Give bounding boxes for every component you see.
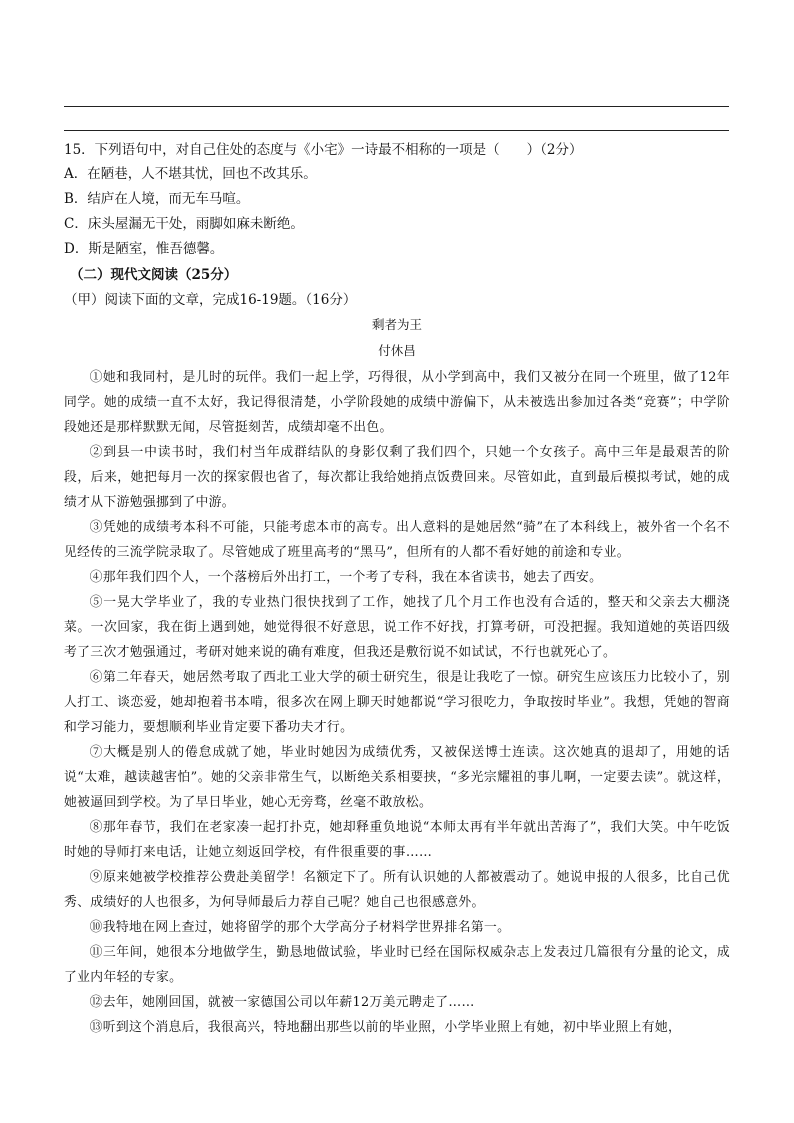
paragraph-10: ⑩我特地在网上查过，她将留学的那个大学高分子材料学世界排名第一。 (89, 920, 511, 935)
reading-instruction: （甲）阅读下面的文章，完成16-19题。（16分） (64, 292, 357, 308)
option-d: D．斯是陋室，惟吾德馨。 (64, 241, 224, 257)
paragraph-7: ⑦大概是别人的倦怠成就了她，毕业时她因为成绩优秀，又被保送博士连读。这次她真的退却了，用她的话说“太难，越读越害怕”。她的父亲非常生气，以断绝关系相要挟，“多光宗耀祖的事儿啊，一定要去读”。就这样，她被逼回到学校。为了早日毕业，她心无旁骛，丝毫不敢放松。 (64, 745, 730, 810)
paragraph-3: ③凭她的成绩考本科不可能，只能考虑本市的高专。出人意料的是她居然“骑”在了本科线上，被外省一个名不见经传的三流学院录取了。尽管她成了班里高考的“黑马”，但所有的人都不看好她的前途和专业。 (64, 520, 730, 560)
paragraph-11: ⑪三年间，她很本分地做学生，勤恳地做试验，毕业时已经在国际权威杂志上发表过几篇很有分量的论文，成了业内年轻的专家。 (64, 945, 730, 985)
answer-line-2 (64, 130, 729, 131)
paragraph-6: ⑥第二年春天，她居然考取了西北工业大学的硕士研究生，很是让我吃了一惊。研究生应该压力比较小了，别人打工、谈恋爱，她却抱着书本啃，很多次在网上聊天时她都说“学习很吃力，争取按时毕业”。我想，凭她的智商和学习能力，要想顺利毕业肯定要下番功夫才行。 (64, 670, 730, 735)
option-c: C．床头屋漏无干处，雨脚如麻未断绝。 (64, 216, 304, 232)
paragraph-4: ④那年我们四个人，一个落榜后外出打工，一个考了专科，我在本省读书，她去了西安。 (89, 570, 603, 585)
paragraph-12: ⑫去年，她刚回国，就被一家德国公司以年薪12万美元聘走了…… (89, 995, 475, 1010)
paragraph-5: ⑤一晃大学毕业了，我的专业热门很快找到了工作，她找了几个月工作也没有合适的，整天和父亲去大棚浇菜。一次回家，我在街上遇到她，她觉得很不好意思，说工作不好找，打算考研，可没把握。我知道她的英语四级考了三次才勉强通过，考研对她来说的确有难度，但我还是敷衍说不如试试，不行也就死心了。 (64, 595, 730, 660)
paragraph-9: ⑨原来她被学校推荐公费赴美留学！名额定下了。所有认识她的人都被震动了。她说申报的人很多，比自己优秀、成绩好的人也很多，为何导师最后力荐自己呢？她自己也很感意外。 (64, 870, 730, 910)
article-author: 付休昌 (378, 343, 416, 358)
article-body (64, 365, 730, 1040)
paragraph-8: ⑧那年春节，我们在老家凑一起打扑克，她却释重负地说“本师太再有半年就出苦海了”，我们大笑。中午吃饭时她的导师打来电话，让她立刻返回学校，有件很重要的事…… (64, 820, 730, 860)
paragraph-2: ②到县一中读书时，我们村当年成群结队的身影仅剩了我们四个，只她一个女孩子。高中三年是最艰苦的阶段，后来，她把每月一次的探家假也省了，每次都让我给她捎点饭费回来。尽管如此，直到最后模拟考试，她的成绩才从下游勉强挪到了中游。 (64, 445, 730, 510)
article-title: 剩者为王 (371, 317, 422, 332)
paragraph-1: ①她和我同村，是儿时的玩伴。我们一起上学，巧得很，从小学到高中，我们又被分在同一个班里，做了12年同学。她的成绩一直不太好，我记得很清楚，小学阶段她的成绩中游偏下，从未被选出参加过各类“竞赛”；中学阶段她还是那样默默无闻，尽管挺刻苦，成绩却毫不出色。 (64, 370, 730, 435)
paragraph-13: ⑬听到这个消息后，我很高兴，特地翻出那些以前的毕业照，小学毕业照上有她，初中毕业照上有她， (89, 1020, 682, 1035)
option-a: A．在陋巷，人不堪其忧，回也不改其乐。 (64, 166, 317, 182)
answer-line-1 (64, 106, 729, 107)
option-b: B．结庐在人境，而无车马喧。 (64, 191, 250, 207)
question-15-title: 15．下列语句中，对自己住处的态度与《小宅》一诗最不相称的一项是（ ）（2分） (64, 142, 583, 158)
section-heading: （二）现代文阅读（25分） (70, 267, 238, 283)
